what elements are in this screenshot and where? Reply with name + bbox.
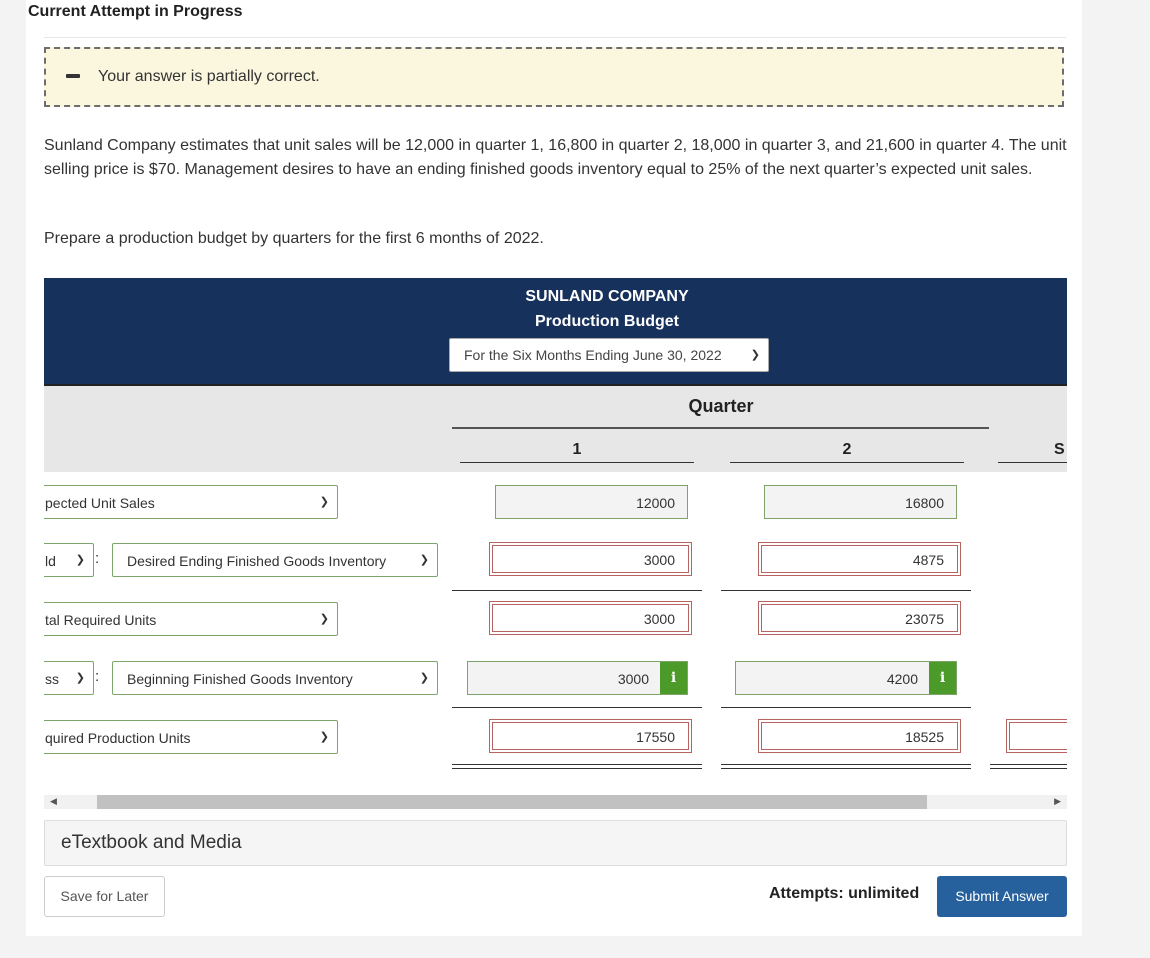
row-label-select[interactable] <box>112 661 438 695</box>
budget-title: Production Budget <box>535 313 679 330</box>
value-input-q1[interactable]: 3000 <box>489 542 692 576</box>
horizontal-scrollbar[interactable] <box>44 795 1067 809</box>
total-double-rule <box>990 768 1067 769</box>
etextbook-panel[interactable] <box>44 820 1067 866</box>
row-label-select[interactable] <box>112 543 438 577</box>
colon-separator: : <box>95 550 100 567</box>
value-text: 3000 <box>617 671 649 687</box>
total-double-rule <box>452 768 702 769</box>
scrollbar-thumb[interactable] <box>97 795 927 809</box>
minus-icon <box>66 74 80 78</box>
info-icon[interactable]: i <box>929 662 956 694</box>
column-underline <box>998 462 1067 463</box>
chevron-down-icon: ❯ <box>319 496 329 508</box>
value-input-q1[interactable]: 12000 <box>495 485 688 519</box>
chevron-down-icon: ❯ <box>75 672 85 684</box>
row-label-select[interactable] <box>44 602 338 636</box>
value-input-q1[interactable] <box>467 661 688 695</box>
chevron-down-icon: ❯ <box>419 672 429 684</box>
operator-value: ld <box>45 553 56 569</box>
value-input-q1[interactable]: 3000 <box>489 601 692 635</box>
total-double-rule <box>721 764 971 765</box>
value-input-q2[interactable] <box>735 661 957 695</box>
scroll-right-icon[interactable]: ▶ <box>1054 796 1061 806</box>
value-input-q2[interactable]: 16800 <box>764 485 957 519</box>
row-label: Desired Ending Finished Goods Inventory <box>127 553 387 569</box>
row-label-select[interactable] <box>44 720 338 754</box>
row-label: tal Required Units <box>45 612 157 628</box>
feedback-text: Your answer is partially correct. <box>98 68 320 85</box>
attempts-label: Attempts: unlimited <box>769 885 920 902</box>
value-input-q2[interactable]: 18525 <box>758 719 961 753</box>
total-double-rule <box>990 764 1067 765</box>
operator-select[interactable] <box>44 661 94 695</box>
total-double-rule <box>452 764 702 765</box>
chevron-down-icon: ❯ <box>319 613 329 625</box>
period-select-value: For the Six Months Ending June 30, 2022 <box>464 347 722 363</box>
chevron-down-icon: ❯ <box>750 349 760 361</box>
column-header-q1: 1 <box>572 441 582 458</box>
info-icon[interactable]: i <box>660 662 687 694</box>
subtotal-rule <box>452 590 702 591</box>
scroll-left-icon[interactable]: ◀ <box>50 796 57 806</box>
subtotal-rule <box>721 590 971 591</box>
feedback-banner <box>44 47 1064 107</box>
company-name: SUNLAND COMPANY <box>525 288 689 305</box>
row-label: Beginning Finished Goods Inventory <box>127 671 353 687</box>
chevron-down-icon: ❯ <box>419 554 429 566</box>
subtotal-rule <box>721 707 971 708</box>
column-underline <box>460 462 694 463</box>
divider <box>44 37 1066 38</box>
colon-separator: : <box>95 668 100 685</box>
budget-table <box>44 278 1067 788</box>
operator-select[interactable] <box>44 543 94 577</box>
attempt-title: Current Attempt in Progress <box>28 3 243 20</box>
column-header-q2: 2 <box>842 441 852 458</box>
value-text: 4200 <box>886 671 918 687</box>
etextbook-label: eTextbook and Media <box>61 832 242 853</box>
chevron-down-icon: ❯ <box>75 554 85 566</box>
quarter-label: Quarter <box>688 396 754 416</box>
problem-text: Sunland Company estimates that unit sales will be 12,000 in quarter 1, 16,800 in quarter 2, 18,000 in quarter 3, and 21,600 in quarter 4. The unit selling price is $70. Management desires to have an ending finished goods inventory equal to 25% of the next quarter’s expected unit sales. <box>44 137 1067 178</box>
value-input-q1[interactable]: 17550 <box>489 719 692 753</box>
total-double-rule <box>721 768 971 769</box>
submit-answer-button[interactable]: Submit Answer <box>937 876 1067 917</box>
chevron-down-icon: ❯ <box>319 731 329 743</box>
value-input-q2[interactable]: 4875 <box>758 542 961 576</box>
row-label: quired Production Units <box>45 730 191 746</box>
value-input-q2[interactable]: 23075 <box>758 601 961 635</box>
row-label-select[interactable] <box>44 485 338 519</box>
instruction-text: Prepare a production budget by quarters for the first 6 months of 2022. <box>44 230 544 247</box>
operator-value: ss <box>45 671 59 687</box>
subtotal-rule <box>452 707 702 708</box>
row-label: pected Unit Sales <box>45 495 155 511</box>
value-input-total[interactable] <box>1006 719 1067 753</box>
save-for-later-button[interactable]: Save for Later <box>44 876 165 917</box>
quarter-underline <box>452 427 989 429</box>
period-select[interactable] <box>449 338 769 372</box>
column-header-total: S <box>1054 441 1065 458</box>
column-underline <box>730 462 964 463</box>
